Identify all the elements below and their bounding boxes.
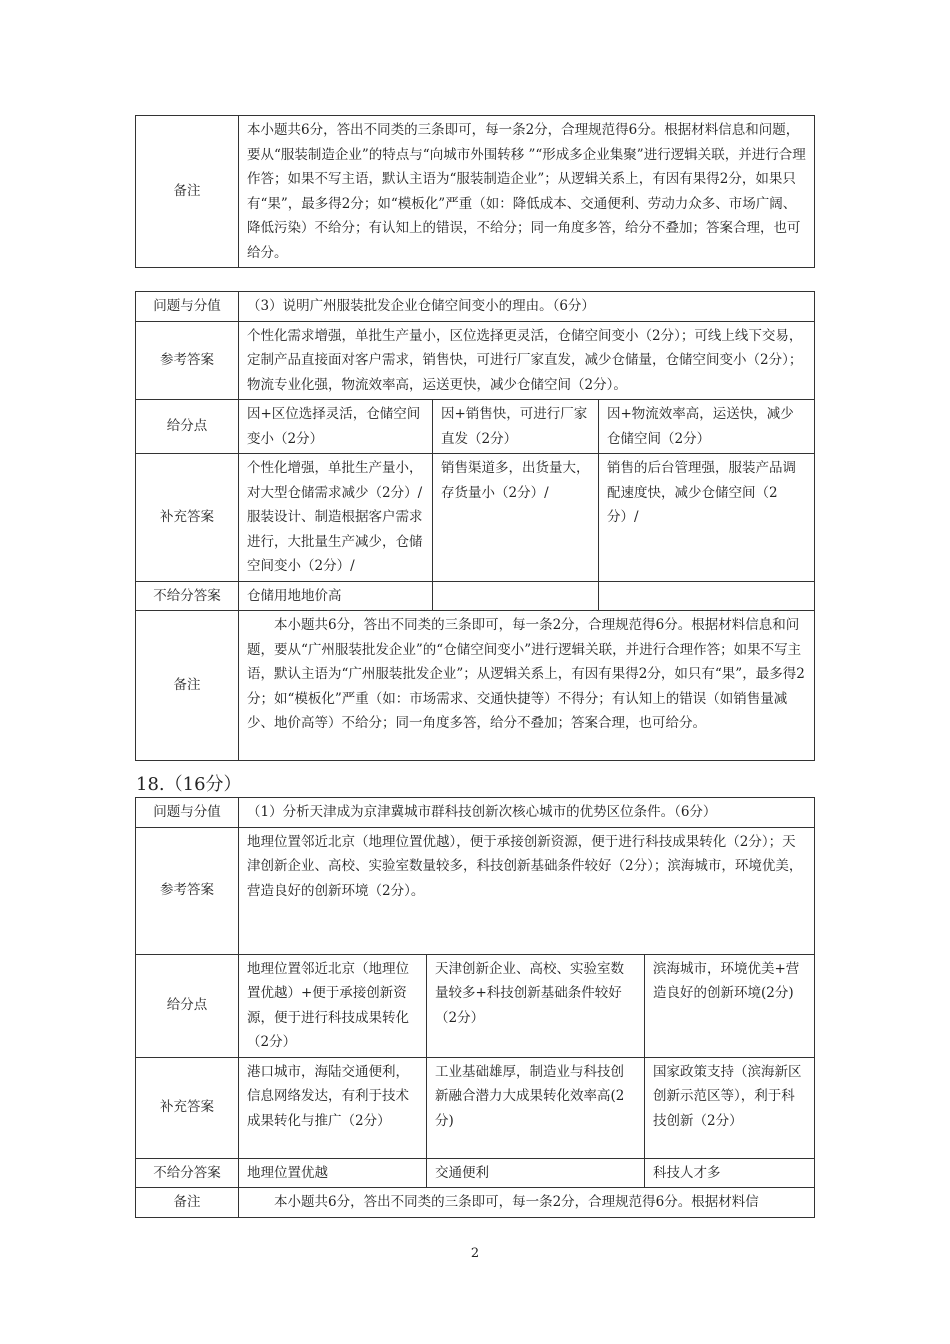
question-text: （3）说明广州服装批发企业仓储空间变小的理由。（6分） xyxy=(239,292,815,322)
nonscore-cell: 交通便利 xyxy=(427,1158,645,1188)
question-text: （1）分析天津成为京津冀城市群科技创新次核心城市的优势区位条件。（6分） xyxy=(239,798,815,828)
question-row xyxy=(136,798,815,828)
point-cell: 地理位置邻近北京（地理位置优越）+便于承接创新资源，便于进行科技成果转化（2分） xyxy=(239,954,427,1057)
question-18-heading: 18.（16分） xyxy=(136,774,242,795)
nonscore-cell: 仓储用地地价高 xyxy=(239,581,433,611)
remark-text: 本小题共6分，答出不同类的三条即可，每一条2分，合理规范得6分。根据材料信息和问题，要从“服装制造企业”的特点与“向城市外围转移 ”“形成多企业集聚”进行逻辑关联，并进行合理作答；如果不写主语，默认主语为“服装制造企业”；从逻辑关系上，有因有果得2分，如果只有“果”，最多得2分；如“模板化”严重（如：降低成本、交通便利、劳动力众多、市场广阔、降低污染）不给分；有认知上的错误，不给分；同一角度多答，给分不叠加；答案合理，也可给分。 xyxy=(239,116,815,268)
page-number: 2 xyxy=(470,1246,480,1261)
supplement-cell: 工业基础雄厚，制造业与科技创新融合潜力大成果转化效率高(2分) xyxy=(427,1057,645,1158)
answer-table-q18-1 xyxy=(135,797,815,1218)
points-row xyxy=(136,400,815,454)
supplement-cell: 销售渠道多，出货量大，存货量小（2分）/ xyxy=(433,454,599,582)
supplement-cell: 销售的后台管理强，服装产品调配速度快，减少仓储空间（2分）/ xyxy=(599,454,815,582)
nonscore-cell: 科技人才多 xyxy=(645,1158,815,1188)
remark-text: 本小题共6分，答出不同类的三条即可，每一条2分，合理规范得6分。根据材料信息和问题，要从“广州服装批发企业”的“仓储空间变小”进行逻辑关联，并进行合理作答；如果不写主语，默认主语为“广州服装批发企业”；从逻辑关系上，有因有果得2分，如只有“果”，最多得2分；如“模板化”严重（如：市场需求、交通快捷等）不得分；有认知上的错误（如销售量减少、地价高等）不给分；同一角度多答，给分不叠加；答案合理，也可给分。 xyxy=(239,611,815,761)
nonscore-label: 不给分答案 xyxy=(136,581,239,611)
supplement-label: 补充答案 xyxy=(136,454,239,582)
point-cell: 天津创新企业、高校、实验室数量较多+科技创新基础条件较好（2分） xyxy=(427,954,645,1057)
nonscore-row xyxy=(136,581,815,611)
nonscore-label: 不给分答案 xyxy=(136,1158,239,1188)
supplement-cell: 港口城市，海陆交通便利，信息网络发达，有利于技术成果转化与推广（2分） xyxy=(239,1057,427,1158)
supplement-row xyxy=(136,1057,815,1158)
remark-label: 备注 xyxy=(136,116,239,268)
point-cell: 滨海城市，环境优美+营造良好的创新环境(2分) xyxy=(645,954,815,1057)
answer-row xyxy=(136,827,815,954)
supplement-cell: 国家政策支持（滨海新区创新示范区等），利于科技创新（2分） xyxy=(645,1057,815,1158)
supplement-cell: 个性化增强，单批生产量小，对大型仓储需求减少（2分）/服装设计、制造根据客户需求进行，大批量生产减少，仓储空间变小（2分）/ xyxy=(239,454,433,582)
answer-label: 参考答案 xyxy=(136,321,239,400)
remark-row xyxy=(136,1188,815,1218)
supplement-row xyxy=(136,454,815,582)
points-label: 给分点 xyxy=(136,954,239,1057)
remark-table-q17-2 xyxy=(135,115,815,268)
nonscore-cell xyxy=(599,581,815,611)
question-label: 问题与分值 xyxy=(136,798,239,828)
question-row xyxy=(136,292,815,322)
supplement-label: 补充答案 xyxy=(136,1057,239,1158)
answer-text: 个性化需求增强，单批生产量小，区位选择更灵活，仓储空间变小（2分）；可线上线下交易，定制产品直接面对客户需求，销售快，可进行厂家直发，减少仓储量，仓储空间变小（2分）；物流专业化强，物流效率高，运送更快，减少仓储空间（2分）。 xyxy=(239,321,815,400)
remark-label: 备注 xyxy=(136,611,239,761)
remark-row xyxy=(136,611,815,761)
answer-text: 地理位置邻近北京（地理位置优越），便于承接创新资源，便于进行科技成果转化（2分）；天津创新企业、高校、实验室数量较多，科技创新基础条件较好（2分）；滨海城市，环境优美，营造良好的创新环境（2分）。 xyxy=(239,827,815,954)
nonscore-cell: 地理位置优越 xyxy=(239,1158,427,1188)
remark-row xyxy=(136,116,815,268)
nonscore-cell xyxy=(433,581,599,611)
points-label: 给分点 xyxy=(136,400,239,454)
answer-table-q17-3 xyxy=(135,291,815,761)
nonscore-row xyxy=(136,1158,815,1188)
points-row xyxy=(136,954,815,1057)
answer-label: 参考答案 xyxy=(136,827,239,954)
remark-text: 本小题共6分，答出不同类的三条即可，每一条2分，合理规范得6分。根据材料信 xyxy=(239,1188,815,1218)
answer-row xyxy=(136,321,815,400)
point-cell: 因+物流效率高，运送快，减少仓储空间（2分） xyxy=(599,400,815,454)
point-cell: 因+区位选择灵活，仓储空间变小（2分） xyxy=(239,400,433,454)
remark-label: 备注 xyxy=(136,1188,239,1218)
question-label: 问题与分值 xyxy=(136,292,239,322)
point-cell: 因+销售快，可进行厂家直发（2分） xyxy=(433,400,599,454)
